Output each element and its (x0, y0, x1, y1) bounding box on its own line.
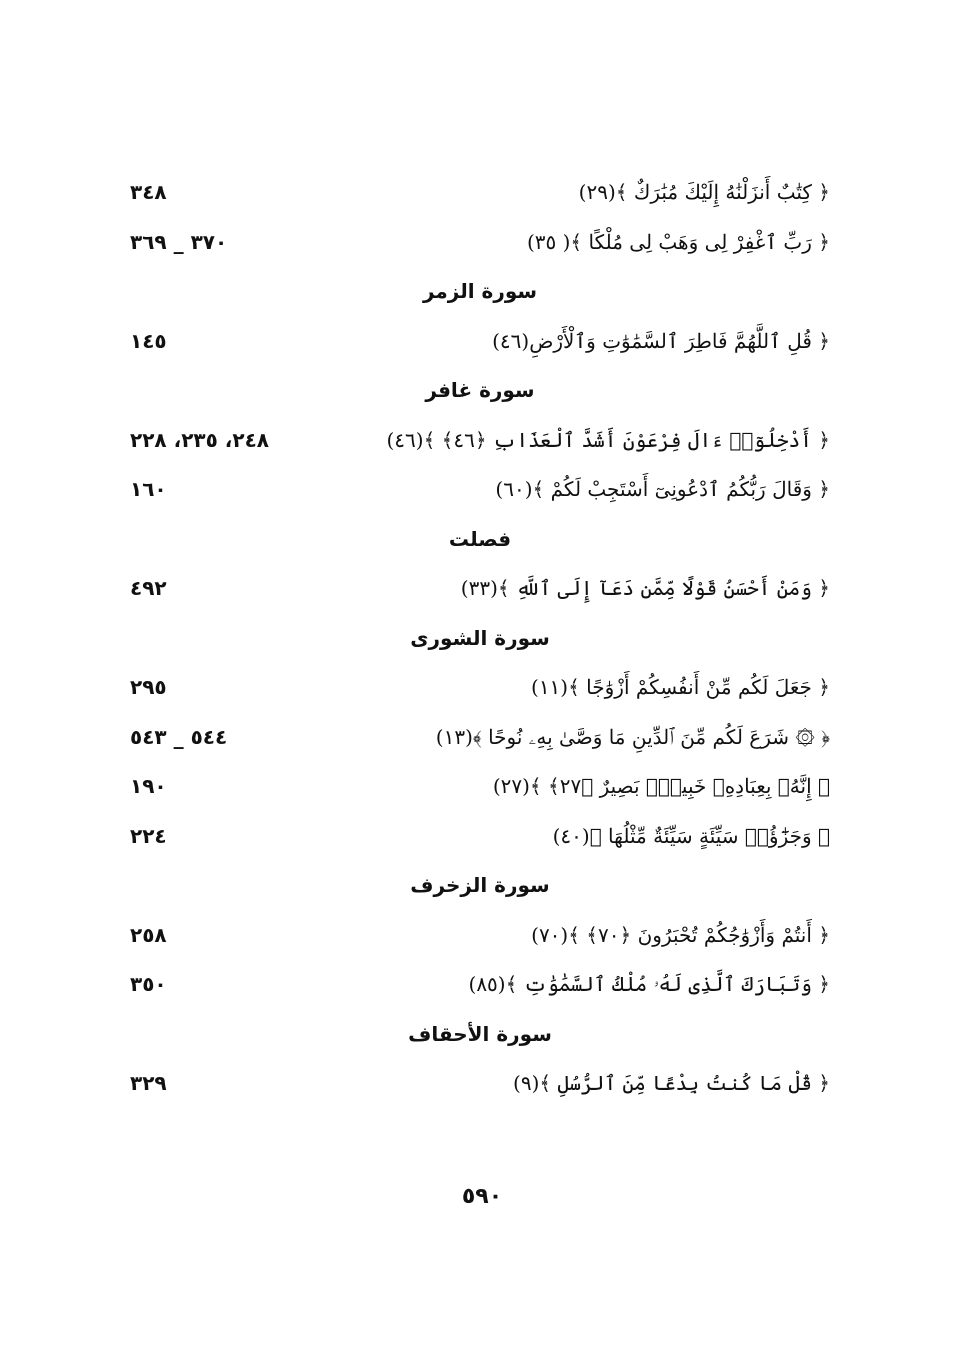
index-entry (130, 962, 830, 1006)
verse-text: ﴿ قُلِ ٱللَّهُمَّ فَاطِرَ ٱلسَّمَٰوَٰتِ وَٱلْأَرْضِ(٤٦) (492, 329, 830, 353)
page-references: ٥٤٤ _ ٥٤٣ (130, 725, 228, 749)
surah-heading: سورة غافر (425, 378, 535, 402)
page-number: ٥٩٠ (461, 1184, 503, 1209)
index-entry (130, 764, 830, 808)
page-references: ٣٥٠ (130, 972, 167, 996)
page-references: ٢٩٥ (130, 675, 167, 699)
index-entry (130, 418, 830, 462)
page-references: ١٦٠ (130, 477, 167, 501)
page-references: ٢٥٨ (130, 923, 167, 947)
page-references: ٣٤٨ (130, 180, 167, 204)
verse-text: ﴿ ۞ شَرَعَ لَكُم مِّنَ ٱلدِّينِ مَا وَصَّىٰ بِهِۦ نُوحًا ﴾(١٣) (435, 725, 830, 749)
verse-text: ﴿ رَبِّ ٱغْفِرْ لِى وَهَبْ لِى مُلْكًا ﴾( ٣٥) (526, 230, 830, 254)
page-references: ١٩٠ (130, 774, 167, 798)
page-references: ٤٩٢ (130, 576, 167, 600)
index-entry (130, 170, 830, 214)
surah-heading: سورة الزمر (422, 279, 538, 303)
page-references: ٢٢٤ (130, 824, 167, 848)
surah-heading: سورة الزخرف (410, 873, 550, 897)
verse-text: ﴿ إِنَّهُۥ بِعِبَادِهِۦ خَبِيرٌۢ بَصِيرٌ ﴿٢٧﴾ ﴾(٢٧) (492, 774, 830, 798)
verse-text: ﴿ وَمَنْ أَحْسَنُ قَوْلًا مِّمَّن دَعَآ إِلَى ٱللَّهِ ﴾(٣٣) (460, 576, 830, 600)
page-references: ٣٧٠ _ ٣٦٩ (130, 230, 228, 254)
index-entry (130, 566, 830, 610)
verse-text: ﴿ وَتَبَارَكَ ٱلَّذِى لَهُۥ مُلْكُ ٱلسَّمَٰوَٰتِ ﴾(٨٥) (468, 972, 830, 996)
index-entry (130, 665, 830, 709)
index-entry (130, 913, 830, 957)
verse-text: ﴿ جَعَلَ لَكُم مِّنْ أَنفُسِكُمْ أَزْوَٰجًا ﴾(١١) (531, 675, 830, 699)
index-entry (130, 715, 830, 759)
verse-text: ﴿ وَجَزَٰٓؤُا۟ سَيِّئَةٍ سَيِّئَةٌ مِّثْلُهَا ﴾(٤٠) (552, 824, 830, 848)
verse-text: ﴿ أَنتُمْ وَأَزْوَٰجُكُمْ تُحْبَرُونَ ﴿٧٠﴾ ﴾(٧٠) (531, 923, 830, 947)
verse-text: ﴿ وَقَالَ رَبُّكُمُ ٱدْعُونِىٓ أَسْتَجِبْ لَكُمْ ﴾(٦٠) (495, 477, 830, 501)
index-entry (130, 467, 830, 511)
index-entry (130, 220, 830, 264)
index-entry (130, 1061, 830, 1105)
index-entry (130, 814, 830, 858)
verse-text: ﴿ قُلْ مَا كُنتُ بِدْعًا مِّنَ ٱلرُّسُلِ ﴾(٩) (513, 1071, 830, 1095)
page-references: ١٤٥ (130, 329, 167, 353)
surah-heading: فصلت (448, 527, 512, 551)
page-references: ٣٢٩ (130, 1071, 167, 1095)
page-references: ٢٤٨، ٢٣٥، ٢٢٨ (130, 428, 269, 452)
index-entry (130, 319, 830, 363)
surah-heading: سورة الأحقاف (408, 1022, 552, 1046)
surah-heading: سورة الشورى (410, 626, 550, 650)
verse-text: ﴿ كِتَٰبٌ أَنزَلْنَٰهُ إِلَيْكَ مُبَٰرَكٌ ﴾(٢٩) (578, 180, 830, 204)
verse-text: ﴿ أَدْخِلُوٓا۟ ءَالَ فِرْعَوْنَ أَشَدَّ ٱلْعَذَابِ ﴿٤٦﴾ ﴾(٤٦) (386, 428, 830, 452)
